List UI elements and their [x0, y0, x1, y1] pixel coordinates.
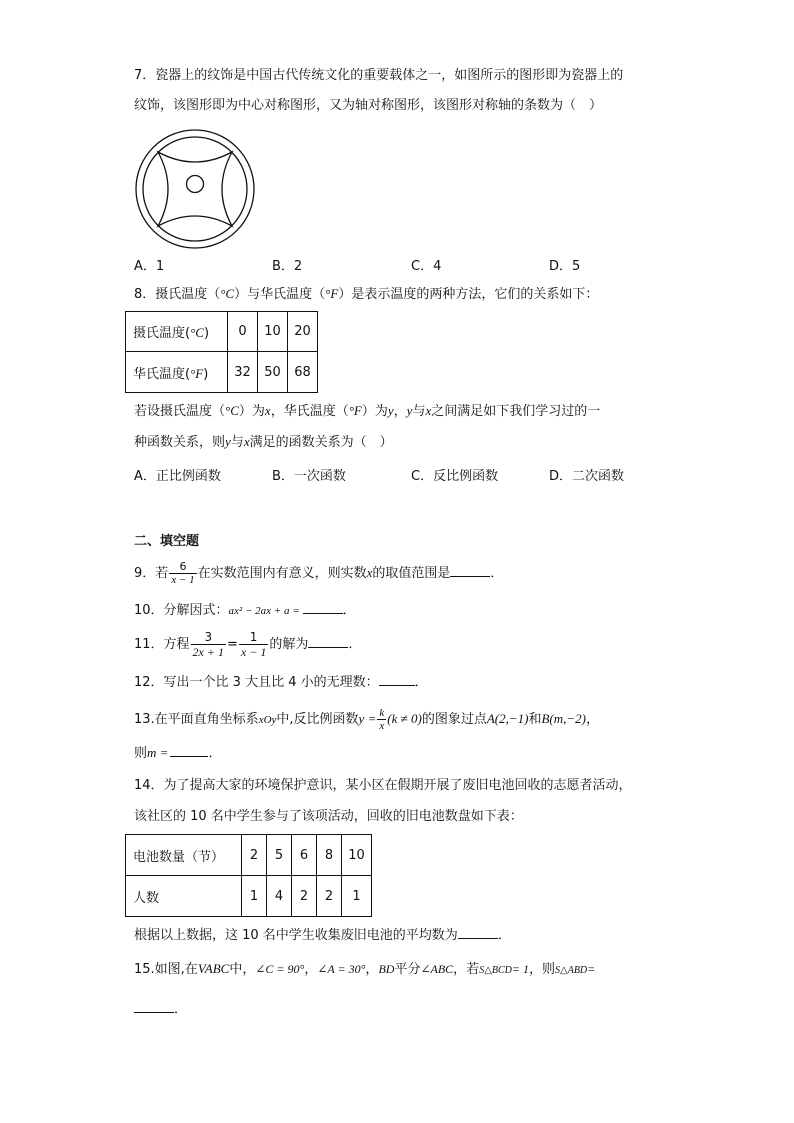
q15-line-1: 15.如图,在VABC中，∠C = 90°，∠A = 30°，BD平分∠ABC，若S△BCD= 1，则S△ABD= — [134, 961, 596, 977]
table-cell: 2 — [292, 876, 317, 917]
table-row — [126, 352, 318, 393]
table-cell: 华氏温度(°F) — [126, 352, 228, 393]
table-cell: 10 — [258, 312, 288, 352]
table-cell: 4 — [267, 876, 292, 917]
answer-blank[interactable] — [458, 926, 498, 939]
q8-after-line-1: 若设摄氏温度（°C）为x，华氏温度（°F）为y，y与x之间满足如下我们学习过的一 — [134, 403, 601, 419]
table-cell: 电池数量（节） — [126, 835, 242, 876]
q7-line-1: 7．瓷器上的纹饰是中国古代传统文化的重要载体之一，如图所示的图形即为瓷器上的 — [134, 68, 624, 83]
q8-option-a[interactable]: A．正比例函数 — [134, 469, 221, 484]
q11: 11．方程 $\frac{3}{2x + 1}$ = $\frac{1}{x - 1}$ 的解为 ． — [134, 630, 362, 659]
q7-option-d[interactable]: D．5 — [549, 259, 581, 274]
q8-line-1: 8．摄氏温度（°C）与华氏温度（°F）是表示温度的两种方法，它们的关系如下： — [134, 286, 599, 302]
table-cell: 2 — [317, 876, 342, 917]
q9-fraction: $\frac{6}{x - 1}$ — [171, 560, 195, 586]
table-cell: 1 — [342, 876, 372, 917]
table-cell: 50 — [258, 352, 288, 393]
table-row — [126, 312, 318, 352]
answer-blank[interactable] — [170, 744, 208, 757]
q8-temperature-table — [125, 311, 318, 393]
answer-blank[interactable] — [308, 635, 348, 648]
table-cell: 人数 — [126, 876, 242, 917]
q7-option-c[interactable]: C．4 — [411, 259, 442, 274]
q10: 10．分解因式：ax² − 2ax + a = ． — [134, 603, 356, 618]
table-cell: 0 — [228, 312, 258, 352]
answer-blank[interactable] — [450, 564, 490, 577]
q12: 12．写出一个比 3 大且比 4 小的无理数： ． — [134, 675, 428, 690]
q8-option-d[interactable]: D．二次函数 — [549, 469, 625, 484]
table-cell: 1 — [242, 876, 267, 917]
q13-fraction: $\frac{k}{x}$ — [379, 707, 385, 732]
table-row — [126, 835, 372, 876]
table-row — [126, 876, 372, 917]
q8-option-c[interactable]: C．反比例函数 — [411, 469, 499, 484]
q14-line-2: 该社区的 10 名中学生参与了该项活动，回收的旧电池数盘如下表： — [134, 809, 523, 824]
table-cell: 5 — [267, 835, 292, 876]
q14-line-1: 14．为了提高大家的环境保护意识，某小区在假期开展了废旧电池回收的志愿者活动， — [134, 778, 632, 793]
section-title-fill-in: 二、填空题 — [134, 534, 200, 549]
table-cell: 摄氏温度(°C) — [126, 312, 228, 352]
q8-after-line-2: 种函数关系，则y与x满足的函数关系为（ ） — [134, 434, 393, 450]
table-cell: 68 — [288, 352, 318, 393]
q13-line-1: 13.在平面直角坐标系xOy中,反比例函数y = $\frac{k}{x}$ (k ≠ 0)的图象过点A(2,−1)和B(m,−2)， — [134, 707, 599, 732]
table-cell: 8 — [317, 835, 342, 876]
q13-line-2: 则m = ． — [134, 745, 222, 761]
q14-battery-table — [125, 834, 372, 917]
answer-blank[interactable] — [134, 1000, 174, 1013]
porcelain-pattern-figure — [134, 128, 256, 250]
q7-option-a[interactable]: A．1 — [134, 259, 165, 274]
q11-fraction-right: $\frac{1}{x - 1}$ — [240, 630, 267, 659]
table-cell: 6 — [292, 835, 317, 876]
answer-blank[interactable] — [303, 601, 343, 614]
q8-option-b[interactable]: B．一次函数 — [272, 469, 346, 484]
q9: 9．若 $\frac{6}{x - 1}$ 在实数范围内有意义，则实数x的取值范围是 ． — [134, 560, 504, 586]
table-cell: 20 — [288, 312, 318, 352]
q14-after: 根据以上数据，这 10 名中学生收集废旧电池的平均数为 ． — [134, 928, 511, 943]
q15-line-2: ． — [134, 1000, 187, 1019]
q11-fraction-left: $\frac{3}{2x + 1}$ — [192, 630, 224, 659]
q7-line-2: 纹饰，该图形即为中心对称图形，又为轴对称图形，该图形对称轴的条数为（ ） — [134, 98, 603, 113]
q7-option-b[interactable]: B．2 — [272, 259, 303, 274]
table-cell: 32 — [228, 352, 258, 393]
table-cell: 2 — [242, 835, 267, 876]
answer-blank[interactable] — [379, 673, 415, 686]
table-cell: 10 — [342, 835, 372, 876]
